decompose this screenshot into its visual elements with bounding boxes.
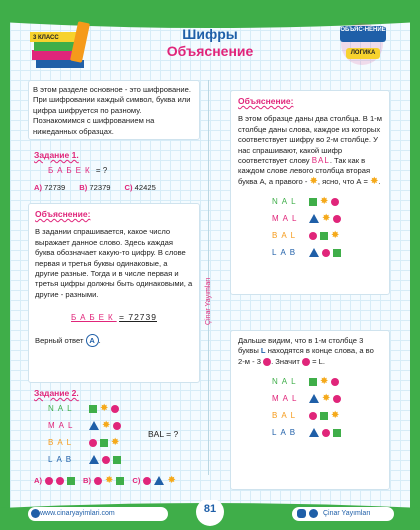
circle-icon <box>302 358 310 366</box>
task2-word-1: NAL <box>48 404 76 413</box>
left-explanation-box <box>28 203 200 383</box>
page-number: 81 <box>203 503 217 515</box>
star-icon: ✸ <box>111 436 120 448</box>
task2-title: Задание 2. <box>34 388 79 398</box>
globe-icon <box>31 509 40 518</box>
circle-icon <box>102 456 110 464</box>
decoded-word: БАБЕК <box>71 313 117 323</box>
badge-top-text: ОБЪЯС-НЕНИЕ <box>340 26 386 42</box>
task2-word-2: MAL <box>48 421 77 430</box>
facebook-icon <box>309 509 318 518</box>
subtitle-text: Объяснение <box>166 43 254 59</box>
page-footer <box>0 500 420 530</box>
square-icon <box>113 456 121 464</box>
star-icon: ✸ <box>370 175 379 187</box>
star-icon: ✸ <box>102 419 111 431</box>
circle-icon <box>89 439 97 447</box>
task2-table <box>48 402 198 466</box>
task1-answers <box>34 183 204 192</box>
highlight-word: BAL <box>311 156 330 166</box>
task1-word: БАБЕК <box>48 166 94 175</box>
right-lower-box <box>230 330 390 490</box>
intro-box <box>28 80 200 140</box>
star-icon: ✸ <box>309 175 318 187</box>
square-icon <box>89 405 97 413</box>
task2-option-c[interactable]: C) ✸ <box>132 474 176 486</box>
star-icon: ✸ <box>100 402 109 414</box>
title-text: Шифры <box>182 26 238 42</box>
answer-option-a[interactable]: A) 72739 <box>34 183 66 192</box>
answer-option-c[interactable]: C) 42425 <box>124 183 156 192</box>
right-explanation-box <box>230 90 390 295</box>
task2-word-4: LAB <box>48 455 76 464</box>
right-explanation-text: В этом образце даны два столбца. В 1-м столбце даны слова, каждое из которых соответствует шифру во 2-м столбце. У нас спрашивают, какой шифр соответствует слову BAL. Так как в каждом слове левого столбца вторая буква А, а правого - ✸, ясно, что А = ✸. <box>238 114 382 187</box>
task2-word-3: BAL <box>48 438 76 447</box>
triangle-icon <box>89 421 99 430</box>
task2-option-a[interactable]: A) <box>34 474 75 487</box>
task1-question <box>48 166 107 175</box>
circle-icon <box>263 358 271 366</box>
website-link[interactable]: www.cinaryayimlari.com <box>40 510 115 517</box>
books-label: 3 КЛАСС <box>33 35 59 41</box>
books-icon <box>28 20 92 70</box>
right-table-2: NAL ✸ MAL ✸ BAL ✸ LAB <box>272 375 340 437</box>
task1-eq: = ? <box>95 166 108 175</box>
decoded-equation <box>35 312 193 323</box>
correct-answer-prefix: Верный ответ <box>35 335 84 345</box>
correct-answer-letter: A <box>86 334 99 347</box>
square-icon <box>100 439 108 447</box>
left-explanation-text: В задании спрашивается, какое число выражает данное слово. Здесь каждая буква обозначает какую-то цифру. В слове первая и третья буквы одинаковые, а другие разные. Тогда и в числе первая и третья цифры должны быть одинаковыми, а другие - разными. <box>35 227 193 299</box>
right-explanation-title: Объяснение: <box>238 96 294 106</box>
task1-title: Задание 1. <box>34 150 79 160</box>
right-table-1: NAL ✸ MAL ✸ BAL ✸ LAB <box>272 195 340 257</box>
correct-answer-line: Верный ответ A . <box>35 335 101 345</box>
circle-icon <box>111 405 119 413</box>
answer-option-b[interactable]: B) 72379 <box>79 183 111 192</box>
left-explanation-title: Объяснение: <box>35 209 91 219</box>
logic-badge <box>332 22 392 66</box>
intro-text: В этом разделе основное - это шифрование. При шифровании каждый символ, буква или цифра шифруется по разному. Познакомимся с шифрованием на нижеданных образцах. <box>33 85 191 136</box>
circle-icon <box>113 422 121 430</box>
task2-option-b[interactable]: B) ✸ <box>83 474 124 487</box>
side-brand: Çinar Yayımları <box>205 277 212 325</box>
instagram-icon <box>297 509 306 518</box>
task2-question: BAL = ? <box>148 429 179 439</box>
decoded-number: = 72739 <box>119 312 157 323</box>
footer-brand: Çinar Yayımları <box>323 510 371 517</box>
triangle-icon <box>89 455 99 464</box>
right-lower-text: Дальше видим, что в 1-м столбце 3 буквы L находятся в конце слова, а во 2-м - 3 . Значит = L. <box>238 336 374 366</box>
task2-answers <box>34 474 176 487</box>
badge-bottom-text: ЛОГИКА <box>346 48 380 59</box>
